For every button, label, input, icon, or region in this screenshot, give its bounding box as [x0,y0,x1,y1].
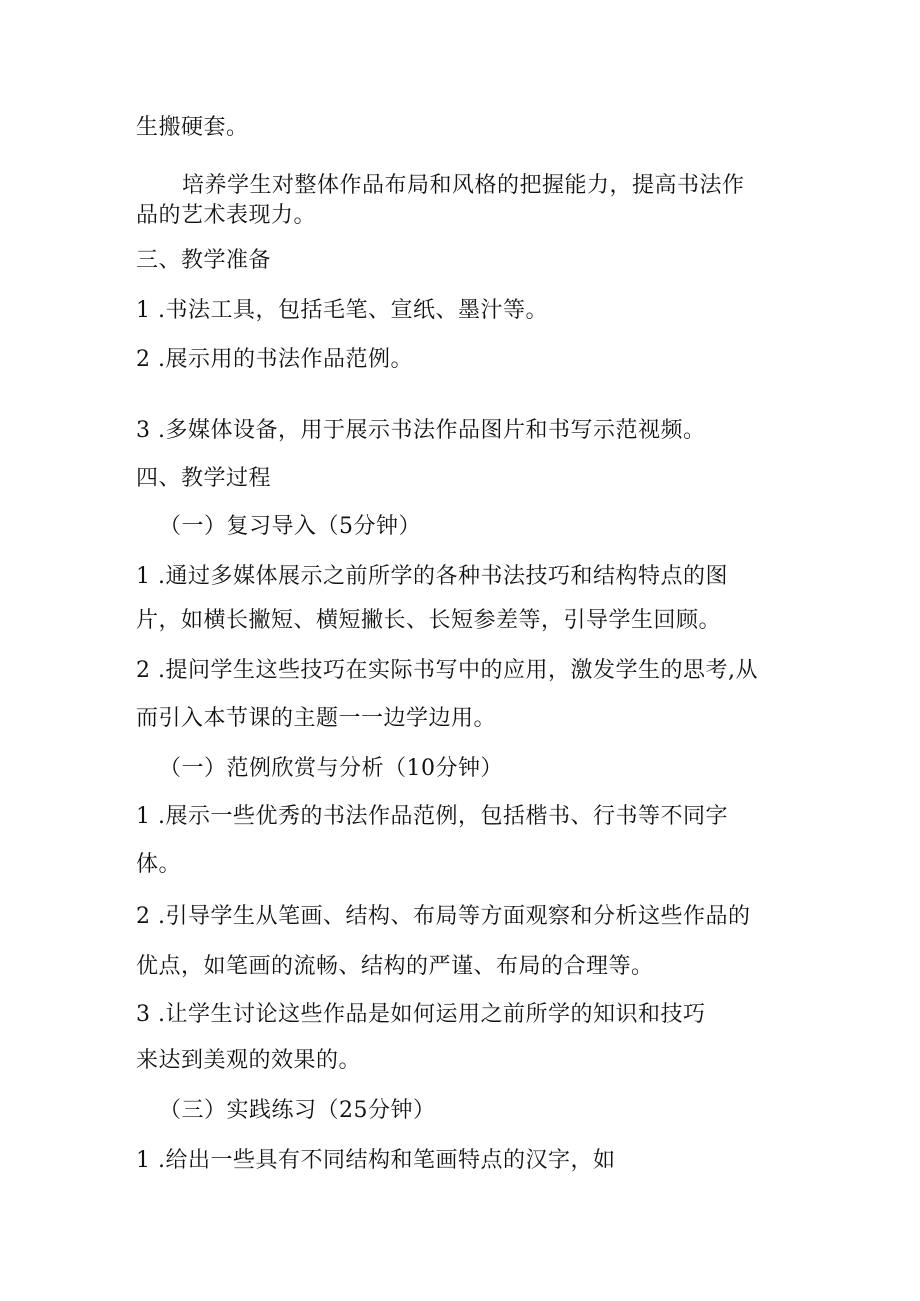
section-heading: 四、教学过程 [136,466,272,491]
section-heading: 三、教学准备 [136,248,272,273]
list-item-continuation: 而引入本节课的主题一一边学边用。 [136,706,497,731]
list-item: 1 .通过多媒体展示之前所学的各种书法技巧和结构特点的图 [136,564,728,589]
list-item: 2 .提问学生这些技巧在实际书写中的应用，激发学生的思考,从 [136,658,758,683]
list-item-continuation: 来达到美观的效果的。 [136,1048,362,1073]
list-item: 3 .让学生讨论这些作品是如何运用之前所学的知识和技巧 [136,1002,706,1027]
list-item: 1 .书法工具，包括毛笔、宣纸、墨汁等。 [136,298,548,323]
paragraph-line: 培养学生对整体作品布局和风格的把握能力，提高书法作 [182,173,745,198]
subsection-heading: （三）实践练习（25分钟） [159,1098,436,1123]
list-item: 1 .给出一些具有不同结构和笔画特点的汉字，如 [136,1148,616,1173]
list-item: 3 .多媒体设备，用于展示书法作品图片和书写示范视频。 [136,418,706,443]
list-item-continuation: 优点，如笔画的流畅、结构的严谨、布局的合理等。 [136,954,654,979]
subsection-heading: （一）范例欣赏与分析（10分钟） [159,756,503,781]
paragraph-line: 生搬硬套。 [136,115,249,140]
list-item: 2 .展示用的书法作品范例。 [136,347,413,372]
list-item-continuation: 片，如横长撇短、横短撇长、长短参差等，引导学生回顾。 [136,608,722,633]
subsection-heading: （一）复习导入（5分钟） [159,514,421,539]
list-item-continuation: 体。 [136,852,182,877]
list-item: 2 .引导学生从笔画、结构、布局等方面观察和分析这些作品的 [136,904,751,929]
paragraph-line: 品的艺术表现力。 [136,203,317,228]
list-item: 1 .展示一些优秀的书法作品范例，包括楷书、行书等不同字 [136,804,728,829]
